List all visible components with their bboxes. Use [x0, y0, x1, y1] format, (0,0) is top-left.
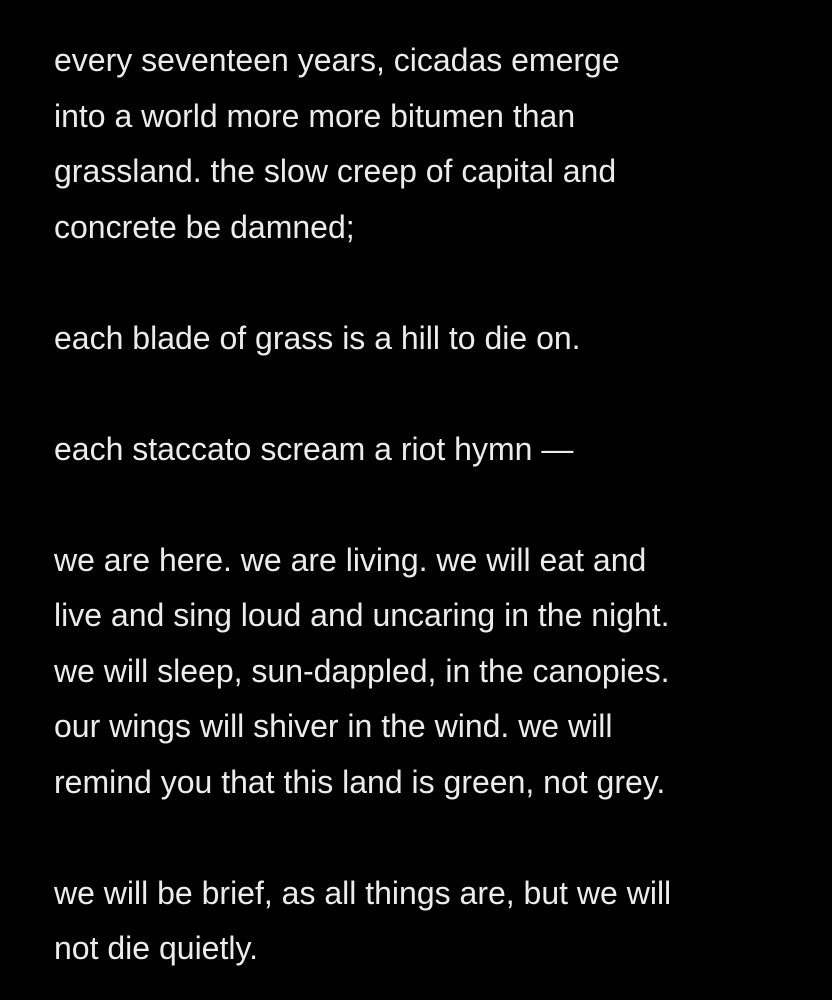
- note-body: [54, 33, 814, 977]
- paragraph: [54, 33, 814, 255]
- paragraph: [54, 311, 814, 367]
- text-line: every seventeen years, cicadas emerge: [54, 42, 620, 78]
- text-line: into a world more more bitumen than: [54, 97, 576, 134]
- text-line: remind you that this land is green, not grey.: [54, 763, 666, 800]
- text-line: grassland. the slow creep of capital and: [54, 153, 617, 189]
- text-line: our wings will shiver in the wind. we will: [54, 708, 613, 744]
- paragraph: [54, 533, 814, 811]
- paragraph: [54, 866, 814, 977]
- text-line: each blade of grass is a hill to die on.: [54, 319, 581, 356]
- text-line: each staccato scream a riot hymn —: [54, 430, 574, 467]
- text-line: we will be brief, as all things are, but we will: [54, 874, 672, 911]
- text-line: concrete be damned;: [54, 208, 355, 245]
- paragraph: [54, 422, 814, 478]
- text-line: we will sleep, sun-dappled, in the canopies.: [54, 652, 670, 689]
- text-line: live and sing loud and uncaring in the night.: [54, 597, 670, 633]
- text-line: not die quietly.: [54, 930, 258, 966]
- text-line: we are here. we are living. we will eat and: [54, 541, 647, 578]
